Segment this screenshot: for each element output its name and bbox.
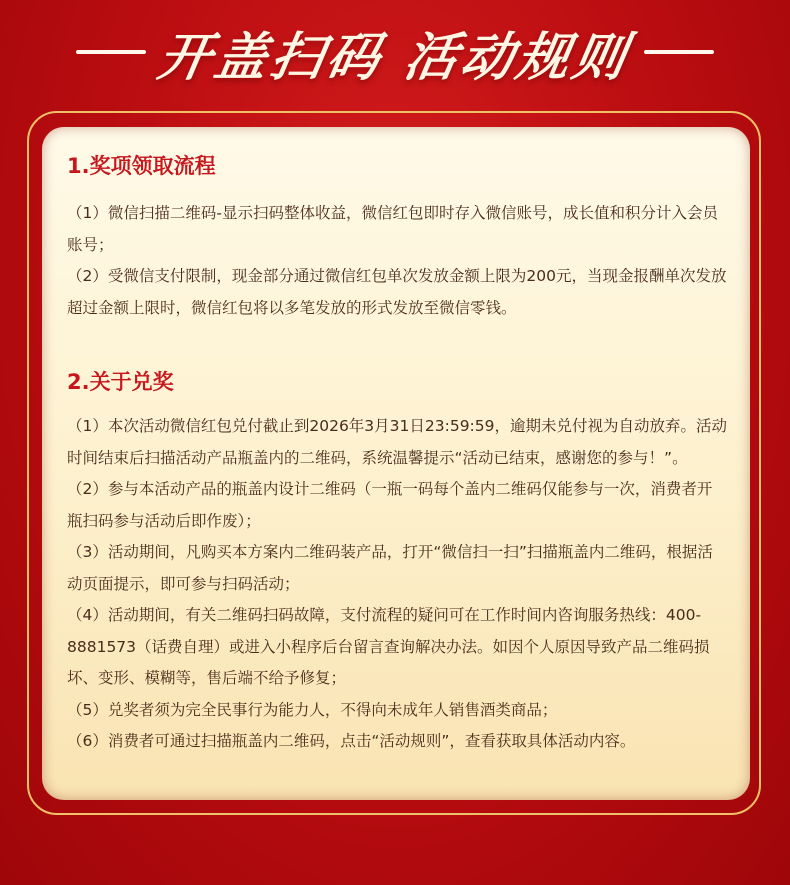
title-banner — [0, 12, 790, 92]
section-prize-claim — [67, 151, 727, 324]
section-redemption — [67, 367, 727, 758]
banner-left-rule — [76, 50, 146, 54]
rule-item: （4）活动期间，有关二维码扫码故障，支付流程的疑问可在工作时间内咨询服务热线：400-8881573（话费自理）或进入小程序后台留言查询解决办法。如因个人原因导致产品二维码损坏、变形、模糊等，售后端不给予修复； — [67, 606, 710, 687]
rule-item: （2）参与本活动产品的瓶盖内设计二维码（一瓶一码每个盖内二维码仅能参与一次，消费者开瓶扫码参与活动后即作废）； — [67, 480, 713, 530]
rule-item: （3）活动期间，凡购买本方案内二维码装产品，打开“微信扫一扫”扫描瓶盖内二维码，根据活动页面提示，即可参与扫码活动； — [67, 543, 713, 593]
page-title: 开盖扫码 活动规则 — [153, 27, 635, 88]
section-title-redemption: 2.关于兑奖 — [67, 370, 174, 394]
section-title-prize-claim: 1.奖项领取流程 — [67, 154, 216, 178]
rules-content[interactable] — [67, 151, 727, 758]
rule-item: （5）兑奖者须为完全民事行为能力人，不得向未成年人销售酒类商品； — [67, 700, 558, 719]
rules-card — [42, 127, 750, 800]
rule-item: （2）受微信支付限制，现金部分通过微信红包单次发放金额上限为200元，当现金报酬单次发放超过金额上限时，微信红包将以多笔发放的形式发放至微信零钱。 — [67, 267, 727, 317]
banner-right-rule — [644, 50, 714, 54]
rule-item: （6）消费者可通过扫描瓶盖内二维码，点击“活动规则”，查看获取具体活动内容。 — [67, 732, 636, 750]
rule-item: （1）微信扫描二维码-显示扫码整体收益，微信红包即时存入微信账号，成长值和积分计入会员账号； — [67, 204, 718, 254]
rule-item: （1）本次活动微信红包兑付截止到2026年3月31日23:59:59，逾期未兑付视为自动放弃。活动时间结束后扫描活动产品瓶盖内的二维码，系统温馨提示“活动已结束，感谢您的参与！”。 — [67, 417, 728, 467]
